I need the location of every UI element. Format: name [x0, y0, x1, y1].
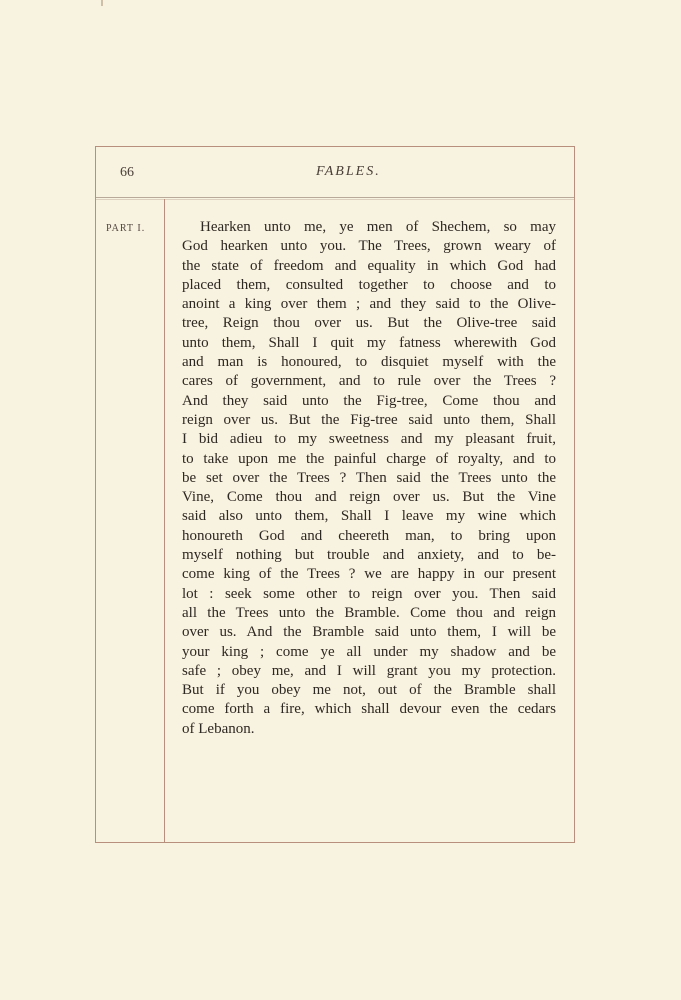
text-line: I bid adieu to my sweetness and my pleasant fruit,	[182, 431, 556, 448]
text-line: come king of the Trees ? we are happy in our present	[182, 566, 556, 583]
text-line: tree, Reign thou over us. But the Olive-tree said	[182, 315, 556, 332]
text-line: unto them, Shall I quit my fatness wherewith God	[182, 334, 556, 351]
paper-speck	[101, 0, 103, 6]
text-line: all the Trees unto the Bramble. Come thou and reign	[182, 604, 556, 621]
text-line: over us. And the Bramble said unto them, I will be	[182, 624, 556, 641]
margin-rule	[164, 199, 165, 842]
part-label: PART I.	[106, 223, 146, 234]
text-line: your king ; come ye all under my shadow and be	[182, 643, 556, 660]
text-line: And they said unto the Fig-tree, Come thou and	[182, 392, 556, 409]
text-line: of Lebanon.	[182, 720, 255, 737]
text-line: Vine, Come thou and reign over us. But the Vine	[182, 489, 556, 506]
text-line: safe ; obey me, and I will grant you my protection.	[182, 662, 556, 679]
text-line: said also unto them, Shall I leave my wine which	[182, 508, 556, 525]
fable-text	[182, 218, 556, 739]
text-line: lot : seek some other to reign over you. Then said	[182, 585, 556, 602]
text-line: But if you obey me not, out of the Bramble shall	[182, 682, 556, 699]
header-rule	[96, 197, 574, 198]
running-head: FABLES.	[316, 164, 381, 179]
header-rule-inner	[96, 199, 574, 200]
text-line: placed them, consulted together to choose and to	[182, 276, 556, 293]
text-line: God hearken unto you. The Trees, grown weary of	[182, 238, 556, 255]
text-line: and man is honoured, to disquiet myself with the	[182, 354, 556, 371]
text-line: the state of freedom and equality in which God had	[182, 257, 556, 274]
text-line: myself nothing but trouble and anxiety, and to be-	[182, 547, 556, 564]
text-line: reign over us. But the Fig-tree said unto them, Shall	[182, 411, 556, 428]
text-line: anoint a king over them ; and they said to the Olive-	[182, 296, 556, 313]
text-line: be set over the Trees ? Then said the Trees unto the	[182, 469, 556, 486]
text-line: come forth a fire, which shall devour even the cedars	[182, 701, 556, 718]
text-line: honoureth God and cheereth man, to bring upon	[182, 527, 556, 544]
page-frame	[95, 146, 575, 843]
text-line: to take upon me the painful charge of royalty, and to	[182, 450, 556, 467]
text-line: cares of government, and to rule over the Trees ?	[182, 373, 556, 390]
page-number: 66	[120, 165, 134, 180]
text-line: Hearken unto me, ye men of Shechem, so may	[200, 219, 556, 235]
